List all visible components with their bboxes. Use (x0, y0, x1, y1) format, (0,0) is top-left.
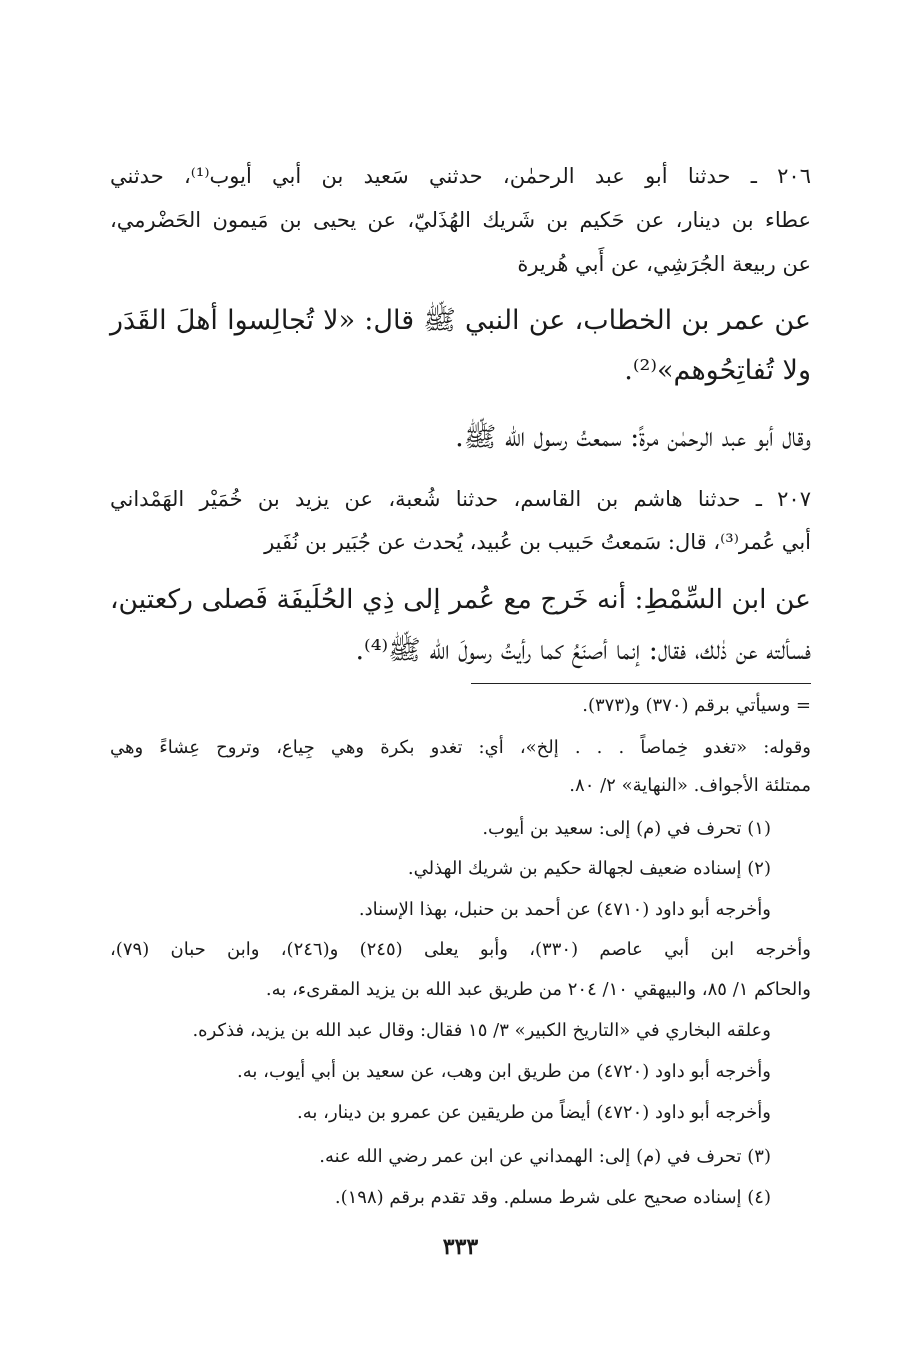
footnote-line-1: = وسيأتي برقم (٣٧٠) و(٣٧٣). (582, 695, 811, 716)
footnote-line-3: ممتلئة الأجواف. «النهاية» ٢/ ٨٠. (569, 775, 811, 796)
footnote-line-4: (١) تحرف في (م) إلى: سعيد بن أيوب. (482, 818, 771, 839)
hadith-207-matn-line-2: فسألته عن ذٰلك، فقال: إنما أصنَعُ كما رأيتُ رسولَ الله ﷺ⁽⁴⁾. (355, 635, 811, 666)
page-number: ٣٣٣ (442, 1234, 479, 1260)
footnote-line-7: وأخرجه ابن أبي عاصم (٣٣٠)، وأبو يعلى (٢٤٥) و(٢٤٦)، وابن حبان (٧٩)، (110, 939, 811, 960)
footnote-line-11: وأخرجه أبو داود (٤٧٢٠) أيضاً من طريقين عن عمرو بن دينار، به. (297, 1102, 771, 1123)
hadith-207-isnad-line-1: ٢٠٧ ـ حدثنا هاشم بن القاسم، حدثنا شُعبة، عن يزيد بن خُمَيْر الهَمْداني (110, 487, 811, 511)
hadith-206-isnad-line-1: ٢٠٦ ـ حدثنا أبو عبد الرحمٰن، حدثني سَعيد بن أبي أيوب⁽¹⁾، حدثني (110, 164, 811, 188)
footnote-line-8: والحاكم ١/ ٨٥، والبيهقي ١٠/ ٢٠٤ من طريق عبد الله بن يزيد المقرىء، به. (265, 979, 811, 1000)
footnote-line-5: (٢) إسناده ضعيف لجهالة حكيم بن شريك الهذلي. (407, 858, 771, 879)
footnote-line-12: (٣) تحرف في (م) إلى: الهمداني عن ابن عمر رضي الله عنه. (319, 1146, 771, 1167)
footnote-separator (471, 683, 811, 684)
hadith-206-matn-line-1: عن عمر بن الخطاب، عن النبي ﷺ قال: «لا تُجالِسوا أهلَ القَدَر (110, 305, 811, 336)
hadith-206-isnad-line-2: عطاء بن دينار، عن حَكيم بن شَريك الهُذَليّ، عن يحيى بن مَيمون الحَضْرمي، (110, 208, 811, 232)
footnote-line-2: وقوله: «تغدو خِماصاً . . . إلخ»، أي: تغدو بكرة وهي جِياع، وتروح عِشاءً وهي (110, 737, 811, 758)
book-page (110, 0, 811, 1351)
footnote-line-6: وأخرجه أبو داود (٤٧١٠) عن أحمد بن حنبل، بهذا الإسناد. (358, 899, 771, 920)
hadith-207-isnad-line-2: أبي عُمر⁽³⁾، قال: سَمعتُ حَبيب بن عُبيد، يُحدث عن جُبَير بن نُفَير (264, 530, 811, 554)
footnote-line-13: (٤) إسناده صحيح على شرط مسلم. وقد تقدم برقم (١٩٨). (334, 1187, 771, 1208)
hadith-206-isnad-line-3: عن ربيعة الجُرَشِي، عن أَبي هُريرة (517, 252, 811, 276)
hadith-206-extra-line: وقال أبو عبد الرحمٰن مرةً: سمعتُ رسول الله ﷺ. (455, 422, 811, 453)
hadith-207-matn-line-1: عن ابن السِّمْطِ: أنه خَرج مع عُمر إلى ذِي الحُلَيفَة فَصلى ركعتين، (110, 584, 811, 615)
hadith-206-matn-line-2: ولا تُفاتِحُوهم»⁽²⁾. (624, 355, 811, 386)
footnote-line-10: وأخرجه أبو داود (٤٧٢٠) من طريق ابن وهب، عن سعيد بن أبي أيوب، به. (237, 1061, 771, 1082)
footnote-line-9: وعلقه البخاري في «التاريخ الكبير» ٣/ ١٥ فقال: وقال عبد الله بن يزيد، فذكره. (192, 1020, 771, 1041)
